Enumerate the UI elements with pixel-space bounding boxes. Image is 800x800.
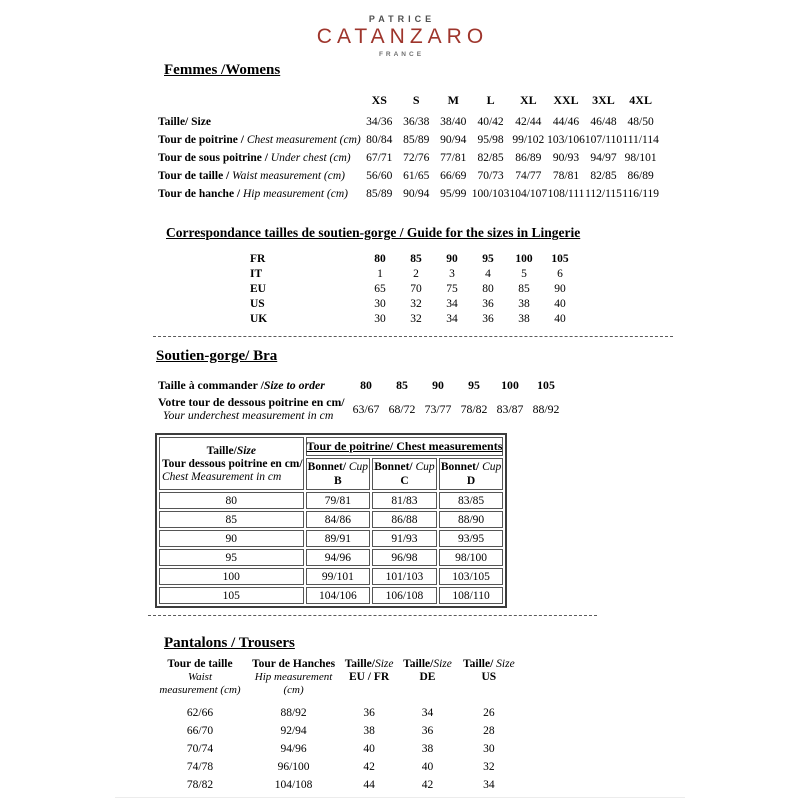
cell: 85 — [518, 282, 530, 295]
cell: 73/77 — [424, 401, 452, 416]
row-label: IT — [250, 267, 263, 280]
cell: 98/100 — [439, 549, 504, 566]
cell: 98/101 — [624, 152, 657, 164]
trousers-section-heading: Pantalons / Trousers — [164, 635, 295, 651]
cell: 42 — [363, 761, 375, 773]
cell: 85 — [410, 252, 422, 265]
cell: 36/38 — [403, 116, 430, 128]
cell: 95/98 — [477, 134, 504, 146]
cell: 5 — [521, 267, 527, 280]
cell: 6 — [557, 267, 563, 280]
cell: 74/78 — [186, 761, 214, 773]
cell: 94/96 — [306, 549, 371, 566]
cup-b-header: Bonnet/ Cup B — [306, 458, 371, 490]
bra-section-heading: Soutien-gorge/ Bra — [156, 348, 278, 364]
cell: 96/100 — [277, 761, 310, 773]
cell: 40 — [363, 743, 375, 755]
cell: 90 — [446, 252, 458, 265]
cell: 83/85 — [439, 492, 504, 509]
cell: 100/103 — [471, 188, 510, 200]
row-label: Taille à commander /Size to order — [158, 378, 325, 392]
bra-size-table — [158, 377, 564, 424]
cell: 92/94 — [280, 725, 307, 737]
cell: 85/89 — [403, 134, 430, 146]
cell: 85/89 — [366, 188, 393, 200]
size-header: M — [447, 93, 459, 107]
cell: 94/96 — [280, 743, 307, 755]
cell: 42/44 — [515, 116, 542, 128]
cell: 72/76 — [403, 152, 430, 164]
cell: 32 — [483, 761, 495, 773]
cell: 112/115 — [585, 188, 622, 200]
row-label: UK — [250, 312, 268, 325]
row-label: Tour de taille / Waist measurement (cm) — [158, 170, 345, 182]
size-column-header: Taille/Size Tour dessous poitrine en cm/ Chest Measurement in cm — [159, 437, 304, 490]
cell: 104/108 — [274, 779, 313, 791]
cell: 1 — [377, 267, 383, 280]
cell: 99/101 — [306, 568, 371, 585]
hip-column-header: Tour de Hanches Hip measurement (cm) — [252, 658, 336, 696]
size-header: 4XL — [629, 93, 652, 107]
cell: 81/83 — [372, 492, 437, 509]
table-row — [250, 296, 578, 311]
cell: 44 — [363, 779, 375, 791]
cell: 88/90 — [439, 511, 504, 528]
cell: 100 — [159, 568, 304, 585]
table-row — [148, 740, 526, 758]
cell: 38 — [518, 312, 530, 325]
table-row — [250, 311, 578, 326]
table-row — [159, 549, 503, 566]
cell: 66/70 — [186, 725, 214, 737]
cell: 3 — [449, 267, 455, 280]
de-column-header: Taille/Size DE — [403, 658, 452, 683]
logo-catanzaro-text: CATANZARO — [316, 25, 489, 48]
cell: 61/65 — [403, 170, 430, 182]
cell: 105 — [537, 378, 555, 392]
cell: 85 — [159, 511, 304, 528]
cell: 70/74 — [186, 743, 214, 755]
table-row — [158, 394, 564, 424]
size-header: S — [412, 93, 420, 107]
eu-fr-column-header: Taille/Size EU / FR — [344, 658, 394, 683]
table-row — [158, 377, 564, 394]
table-row — [250, 266, 578, 281]
cell: 74/77 — [515, 170, 542, 182]
cell: 40 — [421, 761, 434, 773]
cell: 100 — [501, 378, 519, 392]
cell: 36 — [421, 725, 434, 737]
table-row — [158, 185, 659, 203]
cell: 95 — [159, 549, 304, 566]
table-row — [158, 167, 659, 185]
cell: 42 — [421, 779, 434, 791]
cell: 34 — [446, 297, 458, 310]
table-row — [148, 722, 526, 740]
cell: 90 — [159, 530, 304, 547]
table-row — [159, 568, 503, 585]
cell: 103/105 — [439, 568, 504, 585]
cell: 104/106 — [306, 587, 371, 604]
cell: 91/93 — [372, 530, 437, 547]
cell: 34/36 — [366, 116, 393, 128]
row-label: Tour de hanche / Hip measurement (cm) — [158, 188, 348, 200]
cell: 103/106 — [547, 134, 585, 146]
brand-logo — [0, 0, 800, 58]
cup-measurement-table — [155, 433, 507, 608]
cell: 38 — [421, 743, 434, 755]
cell: 77/81 — [440, 152, 467, 164]
cell: 108/110 — [439, 587, 504, 604]
size-header: XL — [519, 93, 537, 107]
cell: 104/107 — [509, 188, 548, 200]
table-header-row — [148, 658, 526, 704]
dashed-separator — [148, 615, 597, 616]
lingerie-guide-heading: Correspondance tailles de soutien-gorge / Guide for the sizes in Lingerie — [166, 225, 581, 240]
row-label: Votre tour de dessous poitrine en cm/ Your underchest measurement in cm — [158, 395, 345, 422]
cell: 65 — [374, 282, 386, 295]
cell: 93/95 — [439, 530, 504, 547]
cell: 80 — [374, 252, 386, 265]
size-header-row — [158, 93, 659, 113]
cell: 36 — [363, 707, 375, 719]
cell: 79/81 — [306, 492, 371, 509]
page-bottom-edge — [115, 797, 685, 798]
cell: 40/42 — [477, 116, 504, 128]
cell: 75 — [446, 282, 458, 295]
cell: 36 — [482, 297, 494, 310]
table-row — [158, 149, 659, 167]
cell: 48/50 — [627, 116, 654, 128]
chest-measurements-header: Tour de poitrine/ Chest measurements — [306, 437, 504, 456]
cell: 95 — [482, 252, 494, 265]
row-label: Tour de poitrine / Chest measurement (cm) — [158, 134, 361, 146]
cell: 2 — [413, 267, 419, 280]
row-label: EU — [250, 282, 266, 295]
womens-size-table — [158, 93, 659, 203]
womens-section-heading: Femmes /Womens — [164, 62, 281, 78]
cell: 80 — [159, 492, 304, 509]
size-header: XXL — [553, 93, 579, 107]
cell: 96/98 — [372, 549, 437, 566]
cell: 95 — [468, 378, 480, 392]
cell: 89/91 — [306, 530, 371, 547]
table-header-row — [159, 437, 503, 456]
cell: 90/93 — [552, 152, 580, 164]
cell: 66/69 — [440, 170, 467, 182]
cell: 80 — [482, 282, 494, 295]
cell: 86/89 — [515, 152, 542, 164]
table-row — [250, 251, 578, 266]
cell: 34 — [446, 312, 458, 325]
cell: 94/97 — [590, 152, 617, 164]
cell: 30 — [483, 743, 495, 755]
cell: 116/119 — [622, 188, 660, 200]
cell: 34 — [483, 779, 495, 791]
cell: 34 — [421, 707, 434, 719]
cell: 38/40 — [440, 116, 467, 128]
cell: 70 — [410, 282, 422, 295]
waist-column-header: Tour de taille Waist measurement (cm) — [159, 658, 241, 696]
cell: 95/99 — [440, 188, 467, 200]
cell: 111/114 — [622, 134, 659, 146]
cell: 99/102 — [512, 134, 545, 146]
cell: 67/71 — [366, 152, 393, 164]
cell: 26 — [483, 707, 495, 719]
cell: 88/92 — [532, 401, 560, 416]
cell: 38 — [518, 297, 530, 310]
table-row — [158, 131, 659, 149]
cell: 78/82 — [460, 401, 488, 416]
cell: 100 — [515, 252, 533, 265]
cell: 90/94 — [440, 134, 467, 146]
cell: 68/72 — [388, 401, 416, 416]
cell: 40 — [554, 312, 566, 325]
cell: 30 — [374, 297, 386, 310]
cell: 105 — [551, 252, 569, 265]
cell: 32 — [410, 297, 422, 310]
cell: 82/85 — [590, 170, 617, 182]
cell: 28 — [483, 725, 495, 737]
us-column-header: Taille/ Size US — [463, 658, 515, 683]
table-row — [148, 758, 526, 776]
dashed-separator — [153, 336, 673, 337]
cell: 44/46 — [552, 116, 580, 128]
table-row — [159, 530, 503, 547]
cell: 84/86 — [306, 511, 371, 528]
row-label: Tour de sous poitrine / Under chest (cm) — [158, 152, 351, 164]
row-label: US — [250, 297, 265, 310]
cell: 70/73 — [477, 170, 504, 182]
cell: 62/66 — [186, 707, 214, 719]
cell: 32 — [410, 312, 422, 325]
cell: 83/87 — [496, 401, 524, 416]
cup-c-header: Bonnet/ Cup C — [372, 458, 437, 490]
table-row — [159, 587, 503, 604]
cell: 82/85 — [477, 152, 504, 164]
cell: 107/110 — [584, 134, 623, 146]
cell: 30 — [374, 312, 386, 325]
cell: 80/84 — [366, 134, 393, 146]
cell: 4 — [485, 267, 491, 280]
cell: 108/111 — [547, 188, 585, 200]
cell: 86/89 — [627, 170, 654, 182]
trousers-size-table — [148, 658, 526, 794]
table-row — [159, 511, 503, 528]
cell: 63/67 — [352, 401, 380, 416]
table-row — [148, 776, 526, 794]
cell: 86/88 — [372, 511, 437, 528]
table-row — [148, 704, 526, 722]
cell: 56/60 — [366, 170, 393, 182]
size-header: XS — [371, 93, 387, 107]
lingerie-correspondence-table — [250, 251, 578, 326]
row-label: Taille/ Size — [158, 116, 211, 128]
cell: 105 — [159, 587, 304, 604]
cell — [158, 93, 361, 113]
cell: 36 — [482, 312, 494, 325]
size-header: 3XL — [592, 93, 615, 107]
cell: 90 — [432, 378, 444, 392]
logo-patrice-text: PATRICE — [368, 14, 436, 24]
table-row — [159, 492, 503, 509]
cell: 90 — [554, 282, 566, 295]
table-row — [158, 113, 659, 131]
cell: 101/103 — [372, 568, 437, 585]
cell: 90/94 — [403, 188, 430, 200]
logo-france-text: FRANCE — [378, 51, 425, 58]
cell: 78/82 — [186, 779, 214, 791]
size-header: L — [486, 93, 495, 107]
cell: 38 — [363, 725, 375, 737]
cell: 40 — [554, 297, 566, 310]
cell: 106/108 — [372, 587, 437, 604]
cup-d-header: Bonnet/ Cup D — [439, 458, 504, 490]
cell: 78/81 — [552, 170, 580, 182]
cell: 46/48 — [590, 116, 617, 128]
cell: 80 — [360, 378, 372, 392]
cell: 88/92 — [280, 707, 307, 719]
cell: 85 — [396, 378, 408, 392]
row-label: FR — [250, 252, 266, 265]
table-row — [250, 281, 578, 296]
